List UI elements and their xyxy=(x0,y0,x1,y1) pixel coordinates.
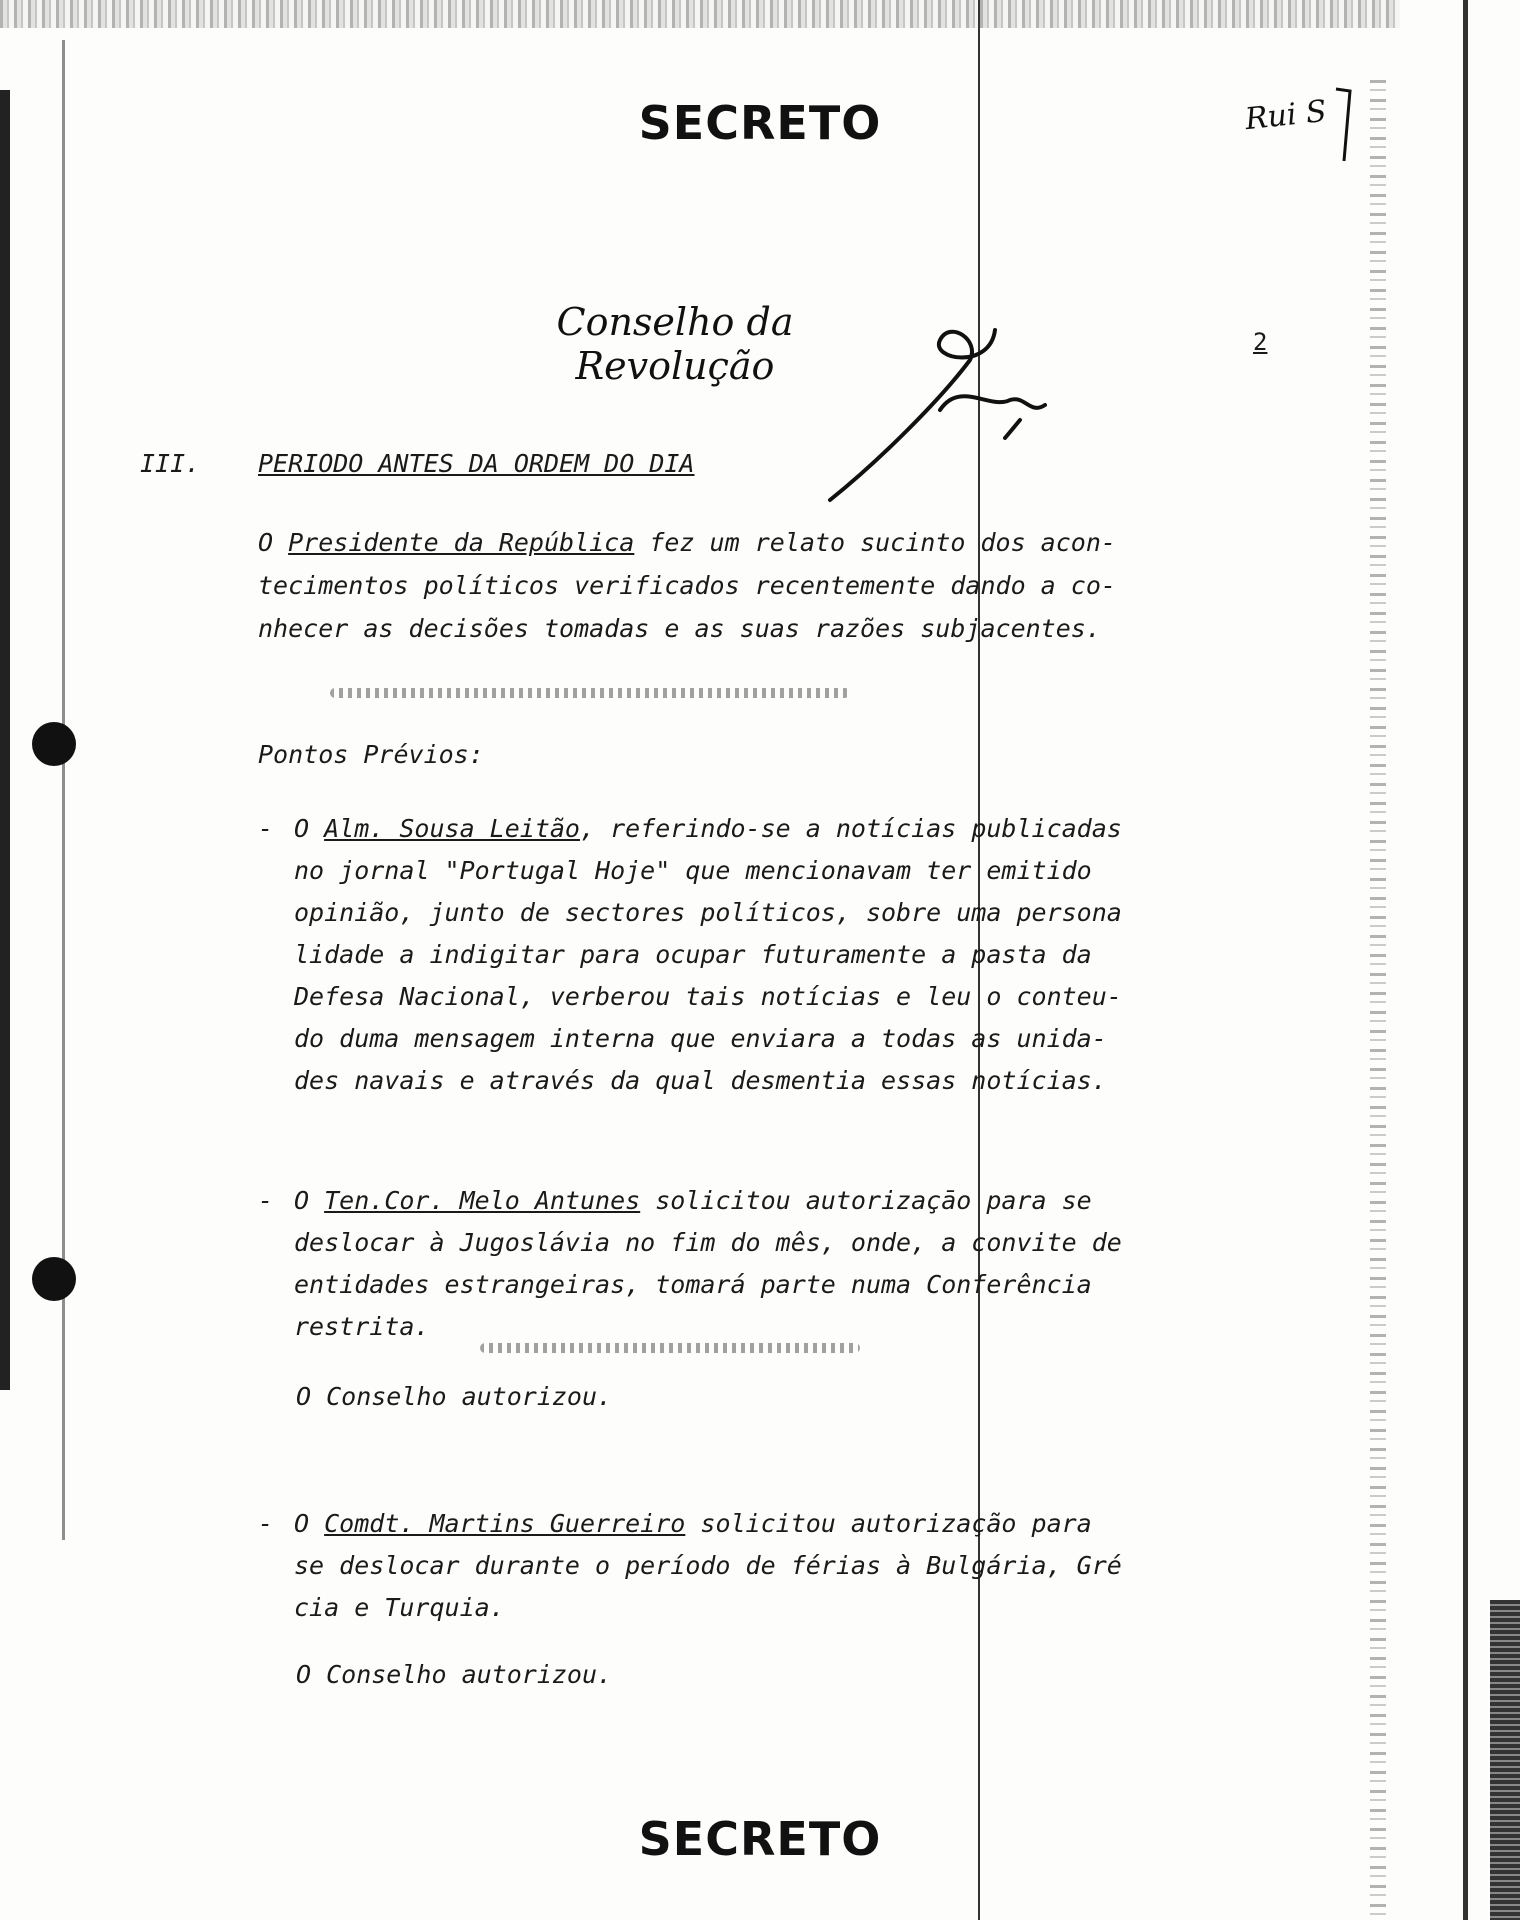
item-lead: O xyxy=(294,1186,325,1215)
classification-bottom: SECRETO xyxy=(638,1812,882,1866)
handwritten-stamp: Rui S xyxy=(1243,93,1329,138)
item-subject: Comdt. Martins Guerreiro xyxy=(324,1509,686,1538)
intro-lead: O xyxy=(258,528,289,557)
item-subject: Alm. Sousa Leitão xyxy=(324,814,580,843)
ink-smudge xyxy=(330,688,850,698)
item-line: cia e Turquia. xyxy=(294,1593,505,1622)
item-line: restrita. xyxy=(294,1312,430,1341)
pontos-previos-label: Pontos Prévios: xyxy=(258,740,484,769)
item-first-line: solicitou autorizaçāo para se xyxy=(640,1186,1092,1215)
punch-hole xyxy=(32,722,76,766)
intro-paragraph xyxy=(258,521,1116,650)
council-letterhead: Conselho da Revolução xyxy=(556,300,794,388)
item-line: entidades estrangeiras, tomará parte numa Conferência xyxy=(294,1270,1092,1299)
item-line: no jornal "Portugal Hoje" que mencionavam ter emitido xyxy=(294,856,1092,885)
handwritten-bracket xyxy=(1330,85,1360,165)
item-subject: Ten.Cor. Melo Antunes xyxy=(324,1186,641,1215)
classification-top: SECRETO xyxy=(638,96,882,150)
scan-edge-right xyxy=(1463,0,1468,1920)
item-dash: - xyxy=(258,814,274,843)
section-title: PERIODO ANTES DA ORDEM DO DIA xyxy=(258,449,695,478)
scan-strip-right xyxy=(1490,1600,1520,1920)
item-line: do duma mensagem interna que enviara a todas as unida- xyxy=(294,1024,1107,1053)
intro-line: nhecer as decisões tomadas e as suas razões subjacentes. xyxy=(258,614,1101,643)
item-lead: O xyxy=(294,1509,325,1538)
scan-edge-left xyxy=(0,90,10,1390)
intro-line: fez um relato sucinto dos acon- xyxy=(634,528,1116,557)
scan-noise-right xyxy=(1370,80,1386,1920)
item-first-line: , referindo-se a notícias publicadas xyxy=(579,814,1122,843)
item-outcome: O Conselho autorizou. xyxy=(296,1660,613,1689)
intro-line: tecimentos políticos verificados recentemente dando a co- xyxy=(258,571,1116,600)
item-line: Defesa Nacional, verberou tais notícias e leu o conteu- xyxy=(294,982,1122,1011)
scan-line-left xyxy=(62,40,65,1540)
item-line: deslocar à Jugoslávia no fim do mês, onde, a convite de xyxy=(294,1228,1122,1257)
item-lead: O xyxy=(294,814,325,843)
item-dash: - xyxy=(258,1509,274,1538)
item-line: opinião, junto de sectores políticos, sobre uma persona xyxy=(294,898,1122,927)
punch-hole xyxy=(32,1257,76,1301)
item-outcome: O Conselho autorizou. xyxy=(296,1382,613,1411)
section-number: III. xyxy=(140,449,201,478)
scan-noise-top xyxy=(0,0,1400,28)
item-line: se deslocar durante o período de férias à Bulgária, Gré xyxy=(294,1551,1122,1580)
page-number: 2 xyxy=(1253,328,1268,356)
item-line: des navais e através da qual desmentia essas notícias. xyxy=(294,1066,1107,1095)
item-dash: - xyxy=(258,1186,274,1215)
signature-icon xyxy=(820,300,1080,530)
item-line: lidade a indigitar para ocupar futuramente a pasta da xyxy=(294,940,1092,969)
intro-subject: Presidente da República xyxy=(288,528,635,557)
item-first-line: solicitou autorização para xyxy=(685,1509,1092,1538)
